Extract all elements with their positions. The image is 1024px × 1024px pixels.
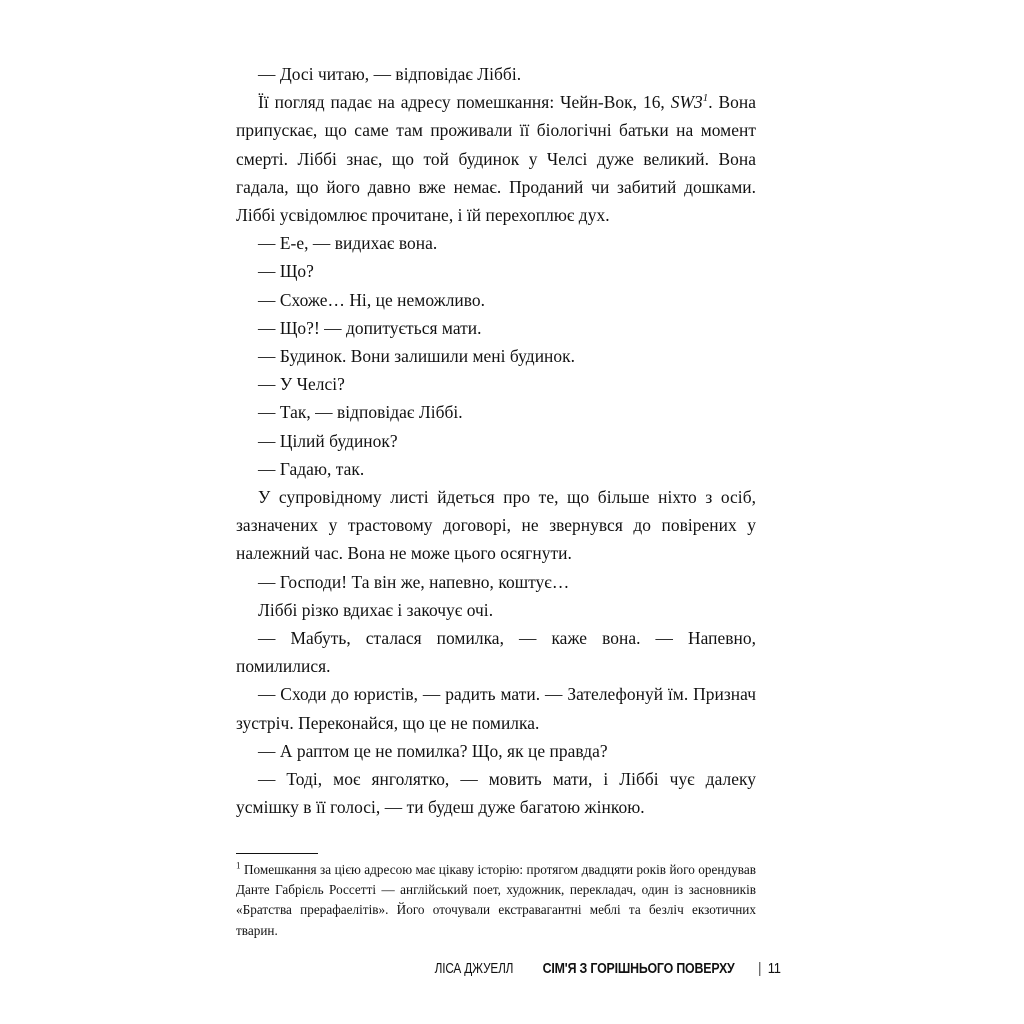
paragraph-narrative: — Сходи до юристів, — радить мати. — Зателефонуй їм. Признач зустріч. Переконайся, що це не помилка. bbox=[236, 684, 756, 733]
body-text-block bbox=[236, 60, 756, 821]
footer-book-title: СІМ'Я З ГОРІШНЬОГО ПОВЕРХУ bbox=[542, 961, 735, 977]
footnote-block bbox=[236, 853, 756, 941]
paragraph-dialogue: Ліббі різко вдихає і закочує очі. bbox=[258, 599, 494, 620]
footnote-text: Помешкання за цією адресою має цікаву історію: протягом двадцяти років його орендував Данте Габрієль Россетті — англійський поет, художник, перекладач, один із засновників «Братства прерафаелітів». Його оточували екстравагантні меблі та безліч екзотичних тварин. bbox=[236, 862, 756, 938]
paragraph-narrative: — Тоді, моє янголятко, — мовить мати, і Ліббі чує далеку усмішку в її голосі, — ти будеш дуже багатою жінкою. bbox=[236, 769, 756, 818]
footnote-reference-marker[interactable]: 1 bbox=[702, 92, 709, 105]
paragraph-text-after: . Вона припускає, що саме там проживали її біологічні батьки на момент смерті. Ліббі знає, що той будинок у Челсі дуже великий. Вона гадала, що його давно вже немає. Проданий чи забитий дошками. Ліббі усвідомлює прочитане, і їй перехоплює дух. bbox=[236, 92, 756, 226]
paragraph-dialogue: — Гадаю, так. bbox=[258, 458, 365, 479]
paragraph-dialogue: — Досі читаю, — відповідає Ліббі. bbox=[258, 64, 522, 84]
paragraph-narrative: — Мабуть, сталася помилка, — каже вона. — Напевно, помилилися. bbox=[236, 628, 756, 677]
paragraph-dialogue: — Так, — відповідає Ліббі. bbox=[258, 402, 463, 423]
paragraph-narrative: У супровідному листі йдеться про те, що більше ніхто з осіб, зазначених у трастовому договорі, не звернувся до повірених у належний час. Вона не може цього осягнути. bbox=[236, 487, 756, 564]
paragraph-dialogue: — У Челсі? bbox=[258, 374, 345, 395]
paragraph-dialogue: — Цілий будинок? bbox=[258, 430, 398, 451]
paragraph-dialogue: — Е-е, — видихає вона. bbox=[258, 233, 438, 254]
footnote-body bbox=[236, 860, 756, 941]
paragraph-dialogue: — Що?! — допитується мати. bbox=[258, 317, 482, 338]
paragraph-dialogue: — Схоже… Ні, це неможливо. bbox=[258, 289, 486, 310]
paragraph-dialogue: — Будинок. Вони залишили мені будинок. bbox=[258, 346, 576, 367]
paragraph-dialogue: — А раптом це не помилка? Що, як це правда? bbox=[258, 740, 608, 761]
footnote-separator-rule bbox=[236, 853, 318, 854]
footnote-number: 1 bbox=[236, 860, 241, 871]
running-footer bbox=[236, 960, 782, 978]
paragraph-with-footnote bbox=[236, 88, 756, 229]
paragraph-dialogue: — Що? bbox=[258, 261, 314, 282]
paragraph-dialogue: — Господи! Та він же, напевно, коштує… bbox=[258, 571, 570, 592]
paragraph-text-before: Її погляд падає на адресу помешкання: Чейн-Вок, 16, bbox=[258, 92, 671, 113]
postcode-italic: SW3 bbox=[670, 92, 703, 113]
page-number: 11 bbox=[768, 961, 782, 977]
footer-separator: | bbox=[757, 961, 762, 977]
footer-author-name: ЛІСА ДЖУЕЛЛ bbox=[434, 961, 514, 977]
